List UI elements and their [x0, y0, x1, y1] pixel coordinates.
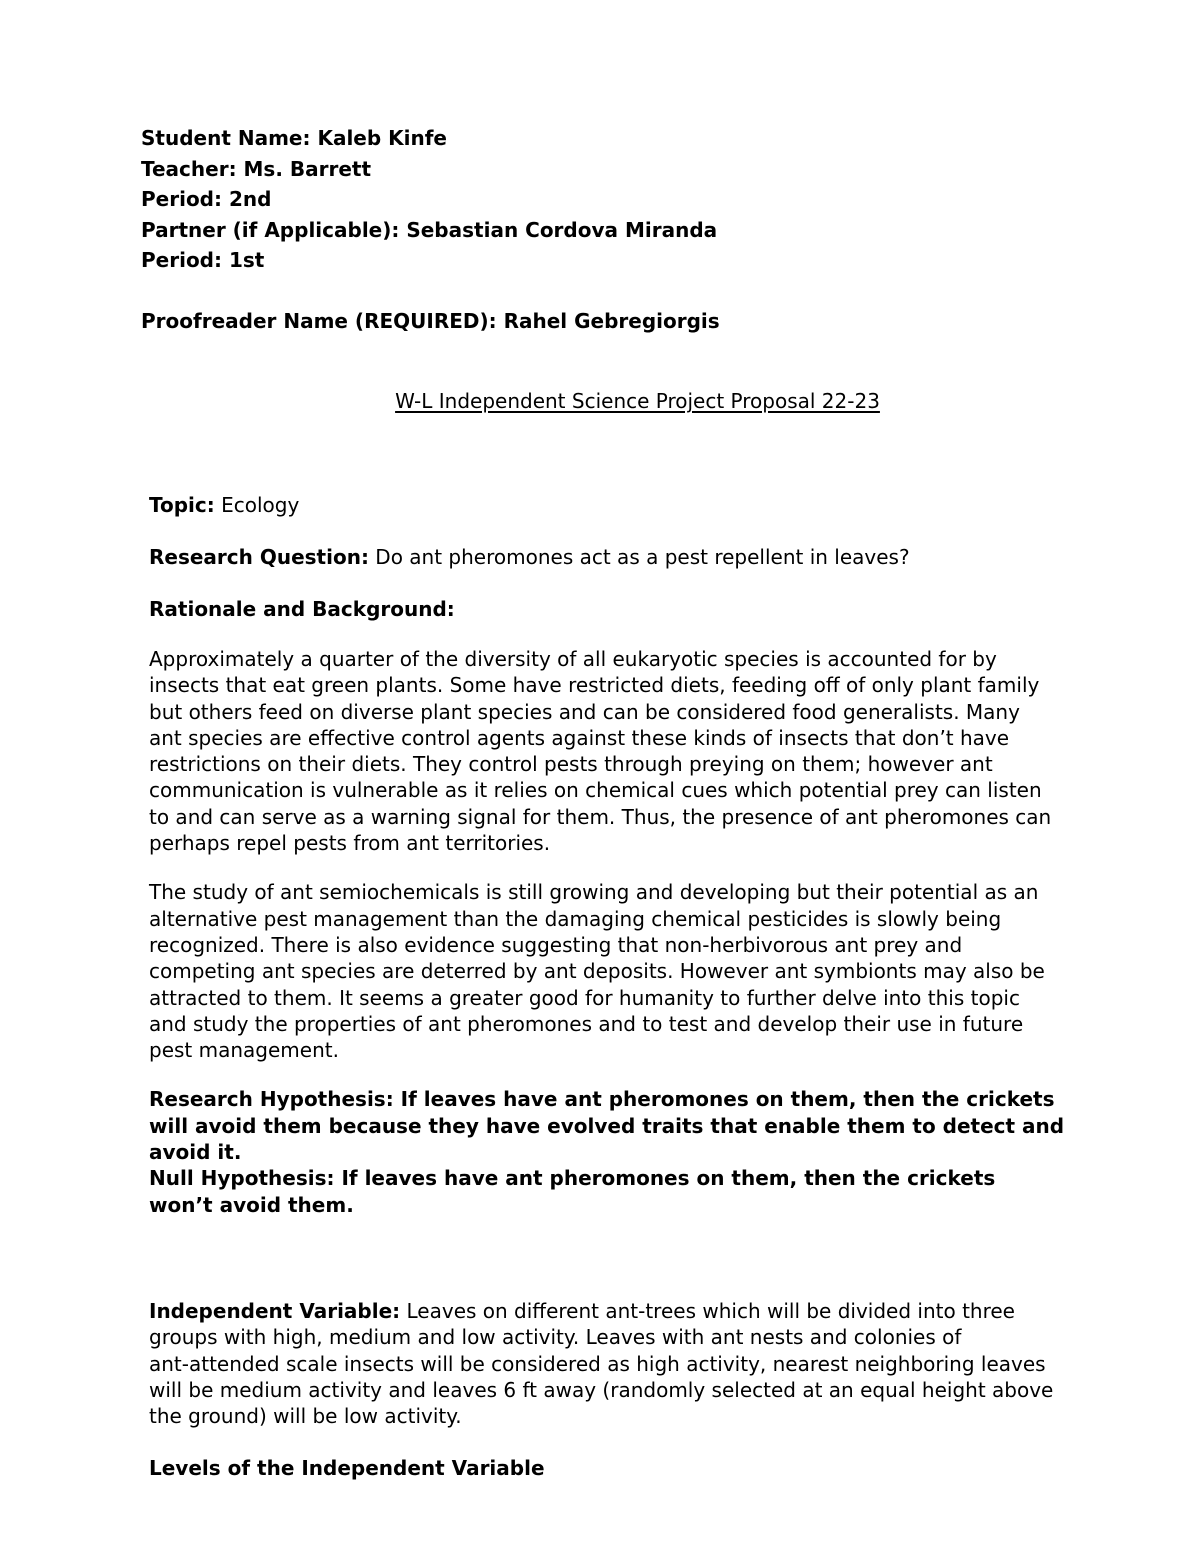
- proofreader-name: Proofreader Name (REQUIRED): Rahel Gebregiorgis: [141, 308, 720, 333]
- paragraph-line: ant species are effective control agents against these kinds of insects that don’t have: [149, 725, 1010, 750]
- document-title: [0, 386, 1200, 416]
- paragraph-line: alternative pest management than the damaging chemical pesticides is slowly being: [149, 906, 1002, 931]
- paragraph-line: perhaps repel pests from ant territories.: [149, 831, 551, 856]
- paragraph-line: Approximately a quarter of the diversity of all eukaryotic species is accounted for by: [149, 647, 997, 671]
- rationale-heading: Rationale and Background:: [149, 597, 455, 621]
- paragraph-line: groups with high, medium and low activity. Leaves with ant nests and colonies of: [149, 1325, 962, 1350]
- student-period: Period: 2nd: [141, 187, 272, 211]
- partner-name: Partner (if Applicable): Sebastian Cordova Miranda: [141, 217, 718, 242]
- document-title-text: W-L Independent Science Project Proposal 22-23: [395, 389, 880, 413]
- hypotheses-block: [149, 1086, 1149, 1217]
- topic-line: [149, 490, 1149, 520]
- paragraph-line: insects that eat green plants. Some have restricted diets, feeding off of only plant family: [149, 673, 1040, 698]
- partner-period: Period: 1st: [141, 248, 265, 272]
- proposal-body: [149, 490, 1149, 1483]
- paragraph-line: but others feed on diverse plant species and can be considered food generalists. Many: [149, 699, 1020, 724]
- topic-value: Ecology: [214, 493, 300, 517]
- independent-variable-text: Leaves on different ant-trees which will be divided into three: [400, 1298, 1015, 1323]
- levels-heading: Levels of the Independent Variable: [149, 1456, 545, 1481]
- research-question-line: [149, 542, 1149, 572]
- rationale-paragraph-1: [149, 646, 1149, 856]
- student-name: Student Name: Kaleb Kinfe: [141, 126, 447, 150]
- paragraph-line: The study of ant semiochemicals is still growing and developing but their potential as an: [149, 880, 1039, 905]
- paragraph-line: attracted to them. It seems a greater good for humanity to further delve into this topic: [149, 985, 1020, 1010]
- topic-label: Topic:: [149, 493, 215, 517]
- paragraph-line: recognized. There is also evidence suggesting that non-herbivorous ant prey and: [149, 932, 963, 957]
- teacher-name: Teacher: Ms. Barrett: [141, 156, 372, 181]
- independent-variable-first-line: [149, 1298, 1149, 1324]
- paragraph-line: restrictions on their diets. They control pests through preying on them; however ant: [149, 752, 993, 777]
- independent-variable-block: [149, 1298, 1149, 1429]
- paragraph-line: will be medium activity and leaves 6 ft away (randomly selected at an equal height above: [149, 1377, 1054, 1402]
- paragraph-line: ant-attended scale insects will be considered as high activity, nearest neighboring leaves: [149, 1351, 1046, 1376]
- paragraph-line: competing ant species are deterred by ant deposits. However ant symbionts may also be: [149, 959, 1045, 984]
- rationale-paragraph-2: [149, 879, 1149, 1063]
- paragraph-line: to and can serve as a warning signal for them. Thus, the presence of ant pheromones can: [149, 804, 1052, 829]
- student-info-block: [141, 123, 1141, 336]
- research-hypothesis-line: avoid it.: [149, 1140, 242, 1165]
- research-hypothesis-line: will avoid them because they have evolved traits that enable them to detect and: [149, 1113, 1065, 1138]
- paragraph-line: pest management.: [149, 1038, 339, 1063]
- null-hypothesis-line: won’t avoid them.: [149, 1192, 354, 1217]
- paragraph-line: communication is vulnerable as it relies on chemical cues which potential prey can listen: [149, 778, 1042, 803]
- research-question-label: Research Question:: [149, 545, 369, 569]
- research-hypothesis-line: Research Hypothesis: If leaves have ant pheromones on them, then the crickets: [149, 1087, 1055, 1112]
- research-question-value: Do ant pheromones act as a pest repellent in leaves?: [368, 545, 910, 569]
- independent-variable-label: Independent Variable:: [149, 1298, 401, 1323]
- null-hypothesis-line: Null Hypothesis: If leaves have ant pheromones on them, then the crickets: [149, 1166, 996, 1191]
- paragraph-line: the ground) will be low activity.: [149, 1404, 462, 1429]
- paragraph-line: and study the properties of ant pheromones and to test and develop their use in future: [149, 1011, 1024, 1036]
